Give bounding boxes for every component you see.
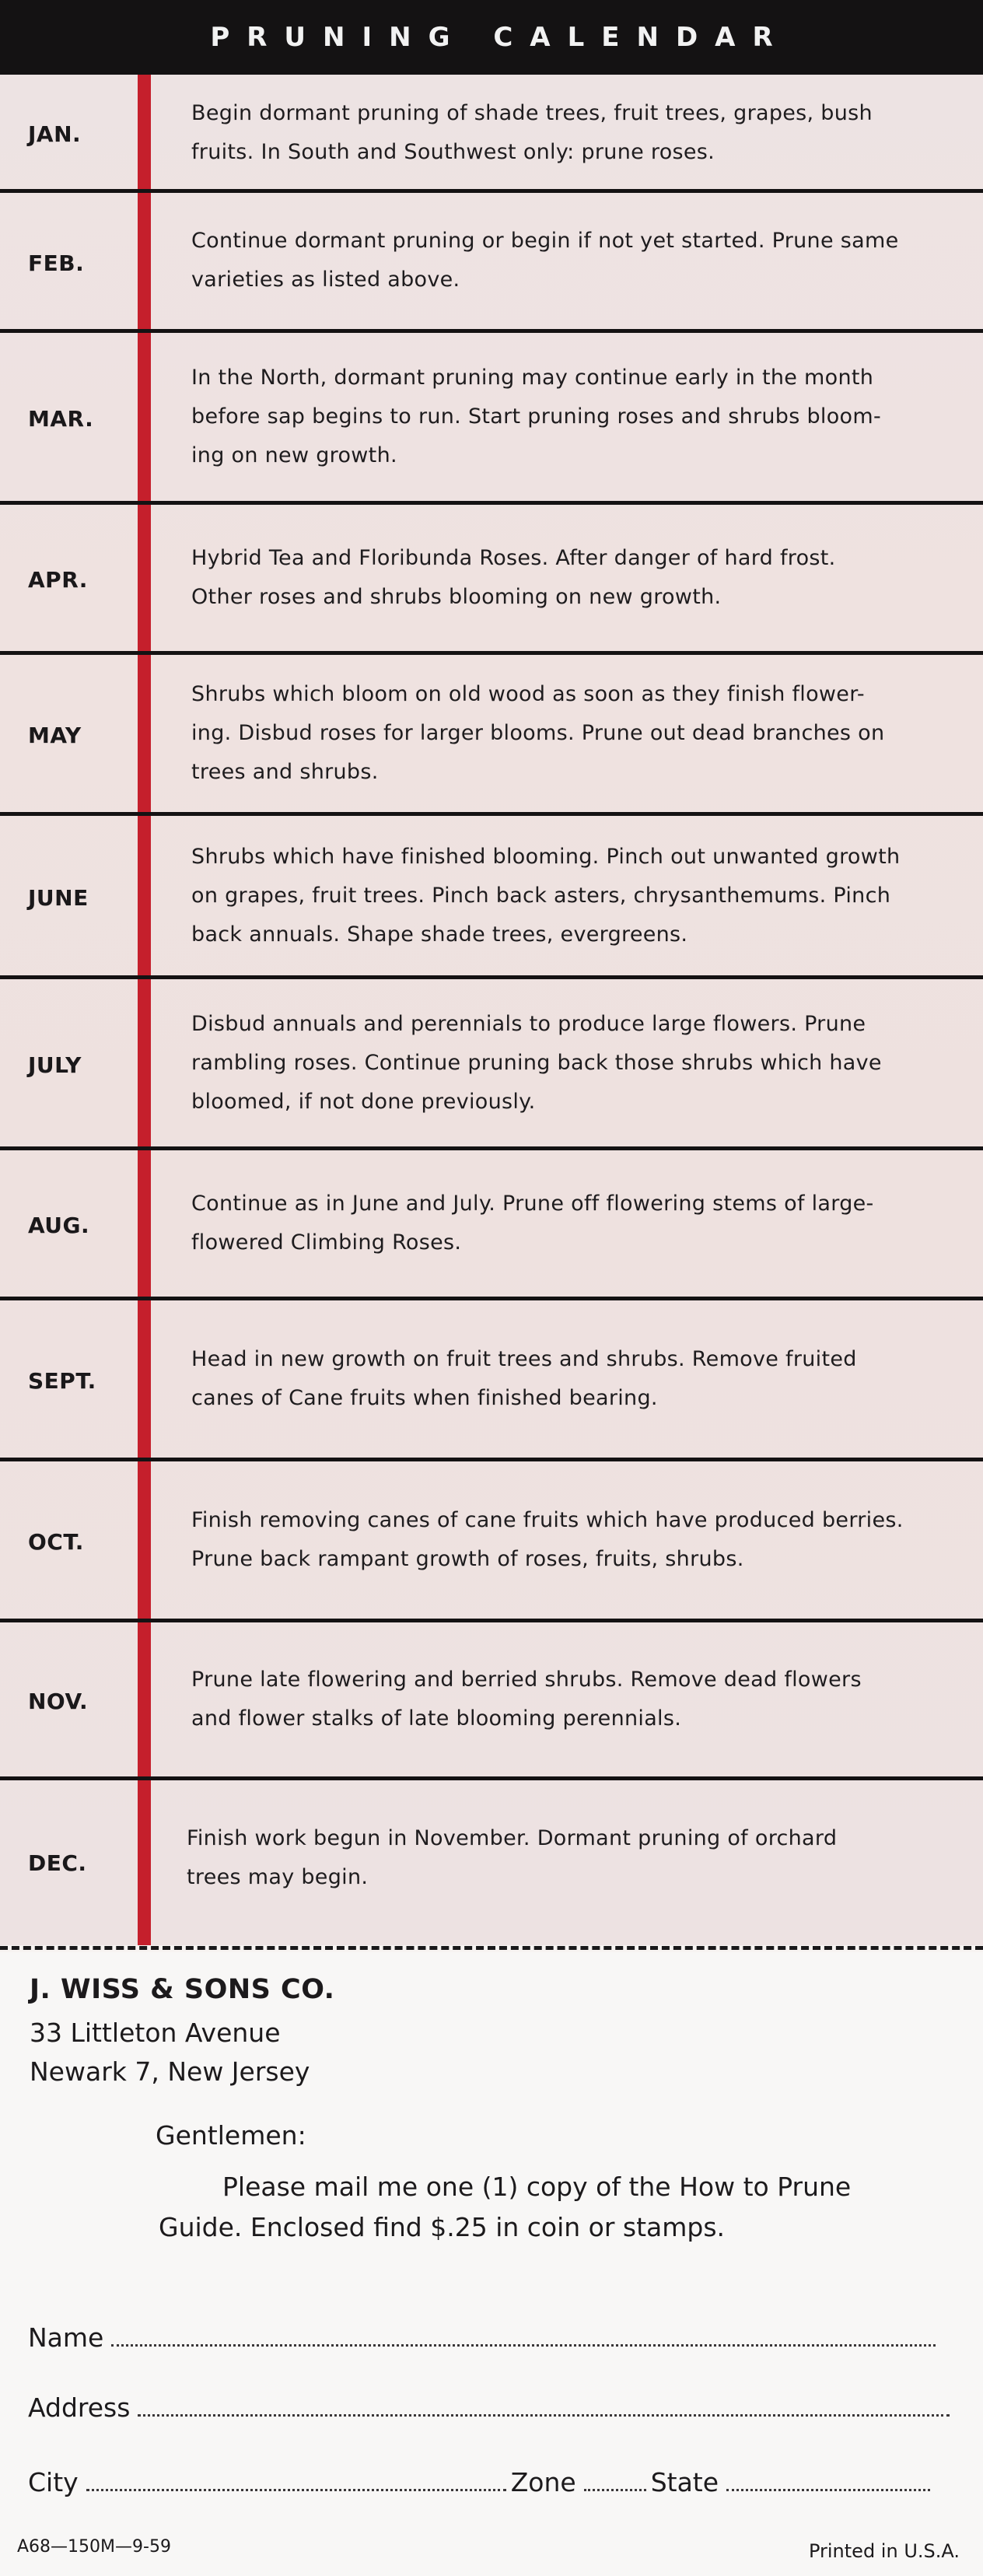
description-line: Shrubs which have finished blooming. Pinch out unwanted growth: [191, 844, 901, 869]
zone-input-line[interactable]: [584, 2489, 646, 2491]
description-line: fruits. In South and Southwest only: prune roses.: [191, 140, 715, 164]
month-row-dec: [0, 1780, 983, 1945]
description-line: Finish removing canes of cane fruits which have produced berries.: [191, 1508, 904, 1532]
month-label: OCT.: [28, 1529, 84, 1555]
description-line: In the North, dormant pruning may continue early in the month: [191, 366, 874, 390]
description-line: Continue dormant pruning or begin if not yet started. Prune same: [191, 229, 899, 253]
description-line: Head in new growth on fruit trees and shrubs. Remove fruited: [191, 1347, 857, 1371]
order-coupon: [0, 1952, 983, 2576]
month-label: MAR.: [28, 406, 94, 432]
description-line: on grapes, fruit trees. Pinch back asters, chrysanthemums. Pinch: [191, 883, 891, 908]
request-text: Guide. Enclosed find $.25 in coin or stamps.: [159, 2212, 726, 2242]
month-description: [187, 1780, 957, 1936]
description-line: ing on new growth.: [191, 443, 397, 467]
pruning-calendar: [0, 75, 983, 1945]
month-description: [191, 505, 957, 651]
description-line: rambling roses. Continue pruning back those shrubs which have: [191, 1050, 882, 1075]
description-line: Other roses and shrubs blooming on new growth.: [191, 585, 722, 609]
city-label: City: [28, 2467, 79, 2497]
description-line: Disbud annuals and perennials to produce large flowers. Prune: [191, 1011, 866, 1036]
month-label: AUG.: [28, 1213, 90, 1238]
description-line: Prune back rampant growth of roses, fruits, shrubs.: [191, 1547, 744, 1571]
description-line: back annuals. Shape shade trees, evergreens.: [191, 922, 688, 947]
month-label: NOV.: [28, 1689, 89, 1714]
description-line: Finish work begun in November. Dormant pruning of orchard: [187, 1826, 838, 1850]
name-field[interactable]: [28, 2322, 940, 2353]
title-banner: [0, 0, 983, 75]
month-label: JAN.: [28, 121, 82, 147]
month-label: JUNE: [28, 884, 89, 911]
description-line: trees and shrubs.: [191, 760, 379, 784]
month-label: DEC.: [28, 1850, 87, 1876]
month-description: [191, 1622, 957, 1776]
city-zone-state-field[interactable]: [28, 2467, 935, 2497]
print-code: A68—150M—9-59: [17, 2537, 171, 2557]
month-description: [191, 333, 957, 501]
month-row-july: [0, 979, 983, 1150]
description-line: Prune late flowering and berried shrubs. Remove dead flowers: [191, 1668, 862, 1692]
month-label: SEPT.: [28, 1368, 96, 1394]
month-label: FEB.: [28, 250, 85, 276]
month-description: [191, 1150, 957, 1297]
address-label: Address: [28, 2392, 131, 2423]
salutation: Gentlemen:: [156, 2120, 306, 2151]
description-line: trees may begin.: [187, 1865, 369, 1889]
description-line: before sap begins to run. Start pruning roses and shrubs bloom-: [191, 404, 882, 429]
month-row-aug: [0, 1150, 983, 1300]
month-row-may: [0, 655, 983, 816]
month-description: [191, 1300, 957, 1458]
page-title: PRUNING CALENDAR: [210, 22, 790, 53]
city-address: Newark 7, New Jersey: [30, 2056, 310, 2087]
month-row-mar: [0, 333, 983, 505]
month-description: [191, 1461, 957, 1619]
description-line: varieties as listed above.: [191, 268, 460, 292]
month-description: [191, 816, 957, 975]
month-row-sept: [0, 1300, 983, 1461]
perforation-line: [0, 1946, 983, 1950]
description-line: flowered Climbing Roses.: [191, 1230, 462, 1255]
company-name: J. WISS & SONS CO.: [30, 1974, 335, 2005]
description-line: ing. Disbud roses for larger blooms. Prune out dead branches on: [191, 721, 885, 745]
description-line: canes of Cane fruits when finished bearing.: [191, 1386, 658, 1410]
month-row-june: [0, 816, 983, 979]
name-input-line[interactable]: [111, 2344, 936, 2347]
month-description: [191, 979, 957, 1146]
state-label: State: [650, 2467, 719, 2497]
printed-in: Printed in U.S.A.: [808, 2540, 960, 2562]
request-text: Please mail me one (1) copy of the How to Prune: [222, 2172, 852, 2202]
month-row-nov: [0, 1622, 983, 1780]
month-row-oct: [0, 1461, 983, 1622]
description-line: Shrubs which bloom on old wood as soon as they finish flower-: [191, 682, 865, 706]
month-row-feb: [0, 193, 983, 333]
month-label: JULY: [28, 1052, 82, 1078]
state-input-line[interactable]: [726, 2489, 930, 2491]
month-description: [191, 75, 957, 191]
month-description: [191, 655, 957, 812]
address-input-line[interactable]: [138, 2414, 950, 2417]
month-description: [191, 193, 957, 328]
month-label: MAY: [28, 723, 82, 748]
description-line: bloomed, if not done previously.: [191, 1089, 536, 1114]
month-label: APR.: [28, 567, 88, 593]
name-label: Name: [28, 2322, 104, 2353]
street-address: 33 Littleton Avenue: [30, 2018, 281, 2048]
city-input-line[interactable]: [86, 2489, 506, 2491]
address-field[interactable]: [28, 2392, 954, 2423]
zone-label: Zone: [510, 2467, 576, 2497]
month-row-jan: [0, 75, 983, 193]
description-line: Hybrid Tea and Floribunda Roses. After danger of hard frost.: [191, 546, 836, 570]
description-line: and flower stalks of late blooming perennials.: [191, 1706, 682, 1731]
description-line: Begin dormant pruning of shade trees, fruit trees, grapes, bush: [191, 101, 873, 125]
description-line: Continue as in June and July. Prune off flowering stems of large-: [191, 1192, 874, 1216]
month-row-apr: [0, 505, 983, 655]
